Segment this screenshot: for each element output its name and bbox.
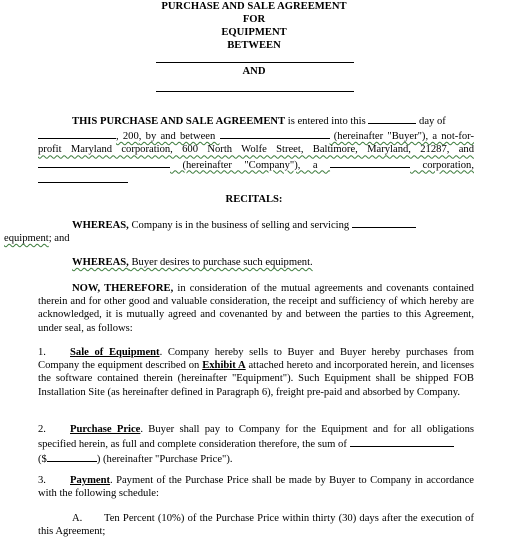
- recitals-heading: RECITALS:: [225, 194, 283, 205]
- party-blank-2[interactable]: [156, 91, 354, 92]
- doc-title-line3: EQUIPMENT: [221, 27, 287, 38]
- doc-title-line1: PURCHASE AND SALE AGREEMENT: [161, 1, 347, 12]
- whereas-1: WHEREAS, Company is in the business of selling and servicing equipment; and: [38, 217, 474, 245]
- state-blank[interactable]: [330, 157, 410, 168]
- day-blank[interactable]: [368, 113, 416, 124]
- doc-title-line2: FOR: [242, 14, 266, 25]
- intro-paragraph: THIS PURCHASE AND SALE AGREEMENT is entered into this day of , 200, by and between (hereinafter "Buyer"), a not-for-profit Maryland corporation, 600 North Wolfe Street, Baltimore, Maryland, 21287, and (hereinafter "Company"), a corporation,: [38, 113, 474, 187]
- price-words-blank[interactable]: [350, 436, 454, 447]
- now-therefore: NOW, THEREFORE, in consideration of the mutual agreements and covenants contained therein and for other good and valuable consideration, the receipt and sufficiency of which hereby are acknowledged, it is mutually agreed and covenanted by and between the parties to this Agreement, under seal, as follows:: [38, 283, 474, 334]
- doc-title-line5: AND: [242, 66, 266, 77]
- whereas-2: WHEREAS, Buyer desires to purchase such equipment.: [72, 257, 313, 268]
- price-amount-blank[interactable]: [47, 451, 97, 462]
- section-2: 2. Purchase Price. Buyer shall pay to Company for the Equipment and for all obligations specified herein, as full and complete consideration therefore, the sum of ($ ) (hereinafter "Purchase Price").: [38, 424, 474, 466]
- corporation-blank[interactable]: [38, 172, 128, 183]
- intro-lead: THIS PURCHASE AND SALE AGREEMENT: [72, 116, 286, 127]
- doc-title-line4: BETWEEN: [227, 40, 281, 51]
- section-3a: A. Ten Percent (10%) of the Purchase Price within thirty (30) days after the execution of this Agreement;: [38, 513, 474, 538]
- party-blank-1[interactable]: [156, 62, 354, 63]
- buyer-name-blank[interactable]: [220, 128, 330, 139]
- month-blank[interactable]: [38, 128, 116, 139]
- business-blank[interactable]: [352, 217, 416, 228]
- company-name-blank[interactable]: [38, 157, 170, 168]
- section-3: 3. Payment. Payment of the Purchase Price shall be made by Buyer to Company in accordance with the following schedule:: [38, 475, 474, 500]
- section-1: 1. Sale of Equipment. Company hereby sells to Buyer and Buyer hereby purchases from Company the equipment described on Exhibit A attached hereto and incorporated herein, and licenses the software contained therein (hereinafter "Equipment"). Such Equipment shall be shipped FOB Installation Site (as hereinafter defined in Paragraph 6), freight pre-paid and absorbed by Company.: [38, 347, 474, 398]
